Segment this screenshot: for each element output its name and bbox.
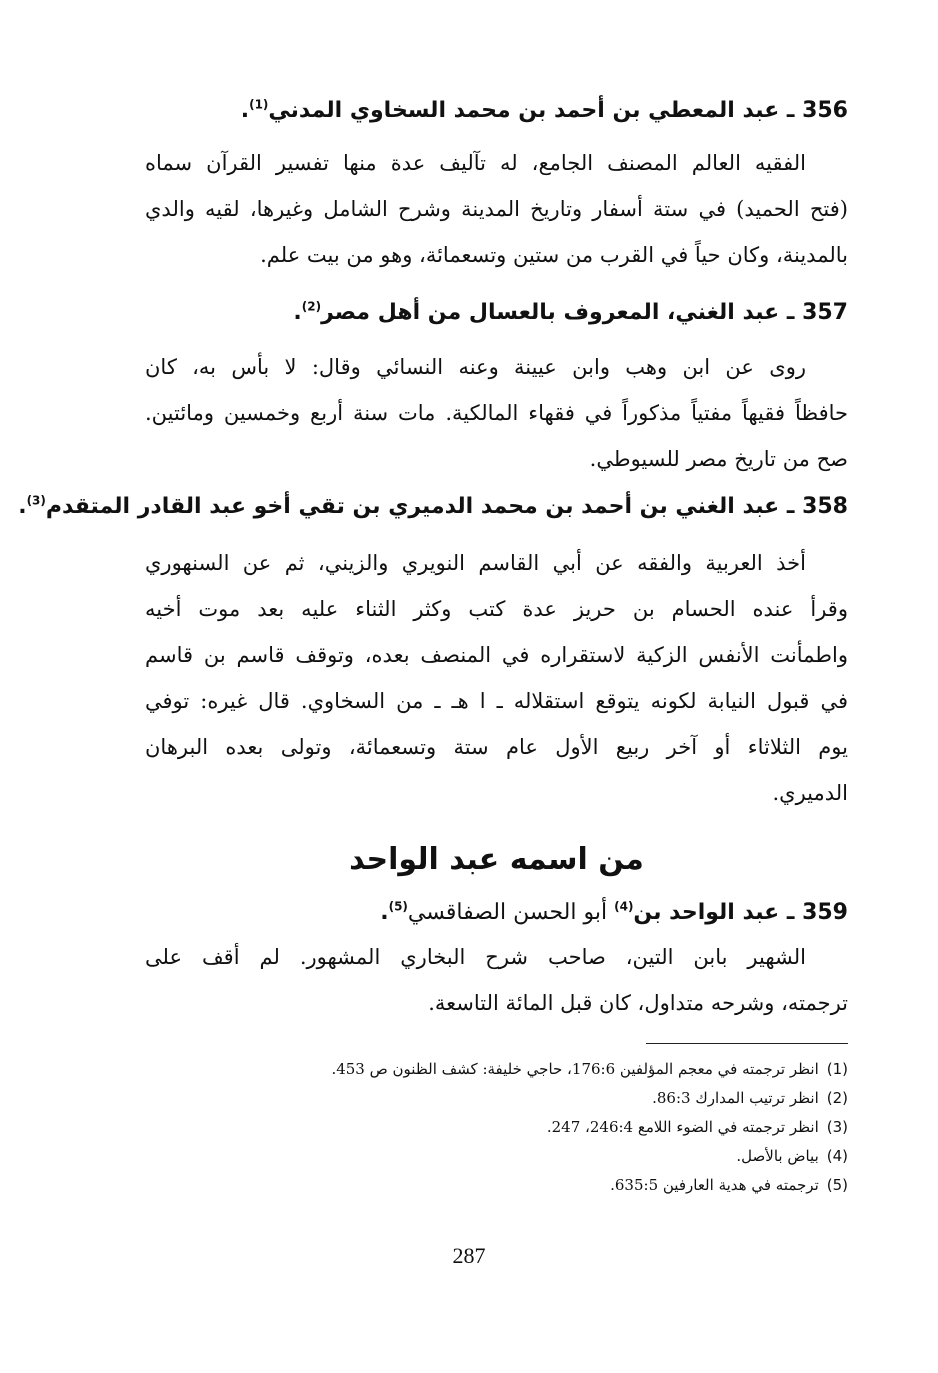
body-line: الدميري.: [772, 781, 848, 805]
footnote-separator: [646, 1043, 848, 1044]
section-title: من اسمه عبد الواحد: [349, 842, 644, 877]
footnote-ref: (2): [301, 299, 322, 314]
footnote-ref: (5): [388, 899, 408, 914]
footnote: [200, 1055, 848, 1084]
entry-number: 358: [802, 494, 848, 519]
entry-name: عبد الغني، المعروف بالعسال من أهل مصر: [321, 300, 780, 325]
entry-number: 357: [802, 300, 848, 325]
footnote-ref: (1): [249, 97, 269, 112]
entry-name-rest: أبو الحسن الصفاقسي: [407, 900, 615, 925]
entry-number: 359: [802, 900, 848, 925]
body-line: أخذ العربية والفقه عن أبي القاسم النويري والزيني، ثم عن السنهوري: [145, 551, 806, 575]
footnote-ref: (3): [26, 493, 46, 508]
footnote: [200, 1171, 848, 1200]
entry-heading: [145, 896, 848, 930]
entry-357: [145, 296, 848, 330]
body-line: (فتح الحميد) في ستة أسفار وتاريخ المدينة وشرح الشامل وغيرها، لقيه والدي: [145, 197, 848, 221]
body-line: واطمأنت الأنفس الزكية لاستقراره في المنصف بعده، وتوقف قاسم بن قاسم: [145, 643, 848, 667]
footnote-mark: (1): [826, 1060, 848, 1078]
entry-end: .: [293, 300, 302, 325]
footnote-mark: (3): [826, 1118, 848, 1136]
footnote: [200, 1113, 848, 1142]
body-line: وقرأ عنده الحسام بن حريز عدة كتب وكثر الثناء عليه بعد موت أخيه: [145, 597, 848, 621]
footnote-mark: (4): [826, 1147, 848, 1165]
footnote-text: انظر ترجمته في الضوء اللامع 246:4، 247.: [546, 1118, 819, 1136]
entry-356: [145, 94, 848, 128]
body-line: الشهير بابن التين، صاحب شرح البخاري المشهور. لم أقف على: [145, 945, 806, 969]
entry-separator: ـ: [779, 900, 803, 925]
footnote: [200, 1084, 848, 1113]
body-line: الفقيه العالم المصنف الجامع، له تآليف عدة منها تفسير القرآن سماه: [145, 151, 806, 175]
entry-end: .: [240, 98, 250, 123]
body-line: روى عن ابن وهب وابن عيينة وعنه النسائي وقال: لا بأس به، كان: [145, 355, 806, 379]
footnote-text: بياض بالأصل.: [736, 1147, 819, 1165]
entry-358: [18, 490, 848, 524]
footnotes: [200, 1055, 848, 1200]
footnote-mark: (5): [826, 1176, 848, 1194]
body-line: يوم الثلاثاء أو آخر ربيع الأول عام ستة وتسعمائة، وتولى بعده البرهان: [145, 735, 848, 759]
entry-end: .: [18, 494, 27, 519]
entry-357-body: [145, 344, 848, 482]
footnote-text: انظر ترجمته في معجم المؤلفين 176:6، حاجي خليفة: كشف الظنون ص 453.: [331, 1060, 819, 1078]
footnote-text: انظر ترتيب المدارك 86:3.: [652, 1089, 819, 1107]
entry-name: عبد المعطي بن أحمد بن محمد السخاوي المدني: [268, 98, 780, 123]
entry-separator: ـ: [779, 300, 803, 325]
entry-358-body: [145, 540, 848, 816]
entry-359: [145, 896, 848, 930]
entry-heading: [18, 490, 848, 524]
entry-end: .: [380, 900, 389, 925]
entry-name: عبد الواحد بن: [633, 900, 780, 925]
entry-heading: [145, 94, 848, 128]
footnote-text: ترجمته في هدية العارفين 635:5.: [610, 1176, 819, 1194]
entry-number: 356: [802, 98, 848, 123]
footnote-ref: (4): [614, 899, 634, 914]
entry-separator: ـ: [779, 98, 803, 123]
entry-356-body: [145, 140, 848, 278]
body-line: بالمدينة، وكان حياً في القرب من ستين وتسعمائة، وهو من بيت علم.: [260, 243, 848, 267]
entry-359-body: [145, 934, 848, 1026]
entry-heading: [145, 296, 848, 330]
footnote-mark: (2): [826, 1089, 848, 1107]
body-line: ترجمته، وشرحه متداول، كان قبل المائة التاسعة.: [428, 991, 848, 1015]
footnote: [200, 1142, 848, 1171]
body-line: حافظاً فقيهاً مفتياً مذكوراً في فقهاء المالكية. مات سنة أربع وخمسين ومائتين.: [145, 401, 848, 425]
entry-name: عبد الغني بن أحمد بن محمد الدميري بن تقي أخو عبد القادر المتقدم: [45, 494, 780, 519]
body-line: صح من تاريخ مصر للسيوطي.: [589, 447, 848, 471]
page-number: 287: [452, 1243, 486, 1268]
body-line: في قبول النيابة لكونه يتوقع استقلاله ـ ا هـ ـ من السخاوي. قال غيره: توفي: [145, 689, 848, 713]
entry-separator: ـ: [779, 494, 803, 519]
